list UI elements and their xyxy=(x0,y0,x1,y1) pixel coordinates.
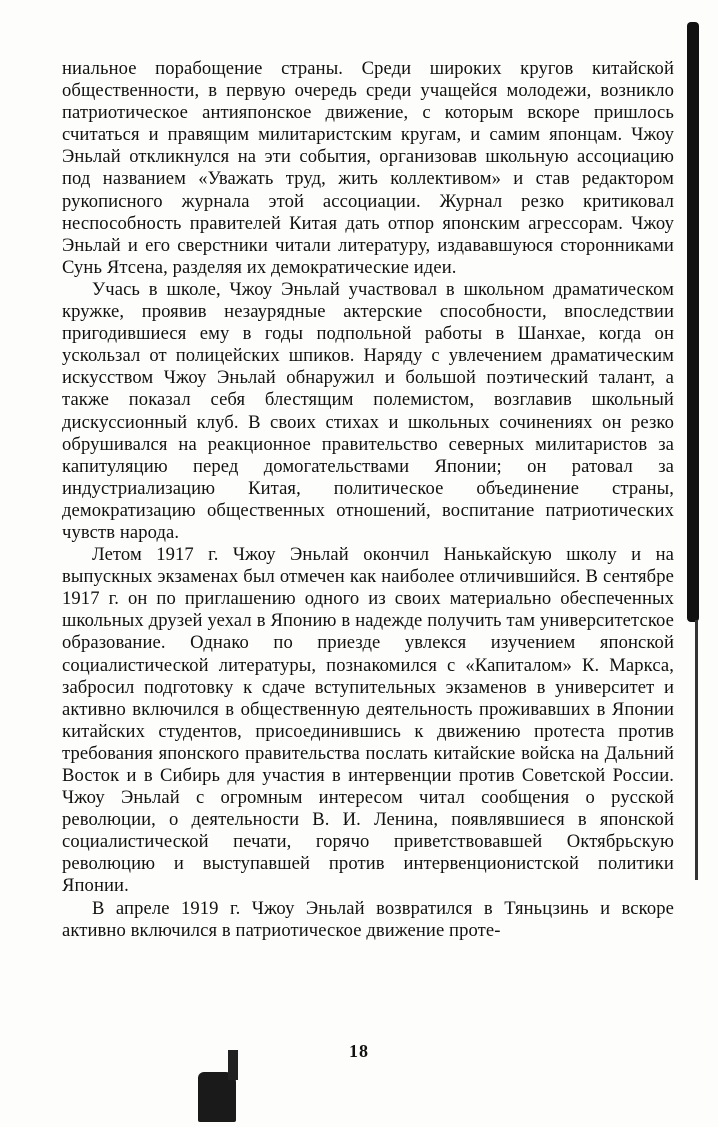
scan-smudge xyxy=(228,1050,238,1080)
scan-edge-shadow xyxy=(687,22,699,622)
paragraph: В апреле 1919 г. Чжоу Эньлай возвратился в Тяньцзинь и вскоре активно включился в патриотическое движение проте- xyxy=(62,897,674,941)
body-text xyxy=(62,58,674,942)
paragraph: Учась в школе, Чжоу Эньлай участвовал в школьном драматическом кружке, проявив незаурядные актерские способности, впоследствии пригодившиеся ему в годы подпольной работы в Шанхае, когда он ускользал от полицейских шпиков. Наряду с увлечением драматическим искусством Чжоу Эньлай обнаружил и большой поэтический талант, а также показал себя блестящим полемистом, возглавив школьный дискуссионный клуб. В своих стихах и школьных сочинениях он резко обрушивался на реакционное правительство северных милитаристов за капитуляцию перед домогательствами Японии; он ратовал за индустриализацию Китая, политическое объединение страны, демократизацию общественных отношений, воспитание патриотических чувств народа. xyxy=(62,278,674,543)
paragraph: ниальное порабощение страны. Среди широких кругов китайской общественности, в первую очередь среди учащейся молодежи, возникло патриотическое антияпонское движение, с которым вскоре пришлось считаться и правящим милитаристским кругам, и самим японцам. Чжоу Эньлай откликнулся на эти события, организовав школьную ассоциацию под названием «Уважать труд, жить коллективом» и став редактором рукописного журнала этой ассоциации. Журнал резко критиковал неспособность правителей Китая дать отпор японским агрессорам. Чжоу Эньлай и его сверстники читали литературу, издававшуюся сторонниками Сунь Ятсена, разделяя их демократические идеи. xyxy=(62,58,674,278)
scan-edge-line xyxy=(695,620,698,880)
paragraph: Летом 1917 г. Чжоу Эньлай окончил Нанькайскую школу и на выпускных экзаменах был отмечен как наиболее отличившийся. В сентябре 1917 г. он по приглашению одного из своих материально обеспеченных школьных друзей уехал в Японию в надежде получить там университетское образование. Однако по приезде увлекся изучением японской социалистической литературы, познакомился с «Капиталом» К. Маркса, забросил подготовку к сдаче вступительных экзаменов в университет и активно включился в общественную деятельность проживавших в Японии китайских студентов, присоединившись к движению протеста против требования японского правительства послать китайские войска на Дальний Восток и в Сибирь для участия в интервенции против Советской России. Чжоу Эньлай с огромным интересом читал сообщения о русской революции, о деятельности В. И. Ленина, появлявшиеся в японской социалистической печати, горячо приветствовавшей Октябрьскую революцию и выступавшей против интервенционистской политики Японии. xyxy=(62,544,674,897)
page-number: 18 xyxy=(349,1041,369,1061)
